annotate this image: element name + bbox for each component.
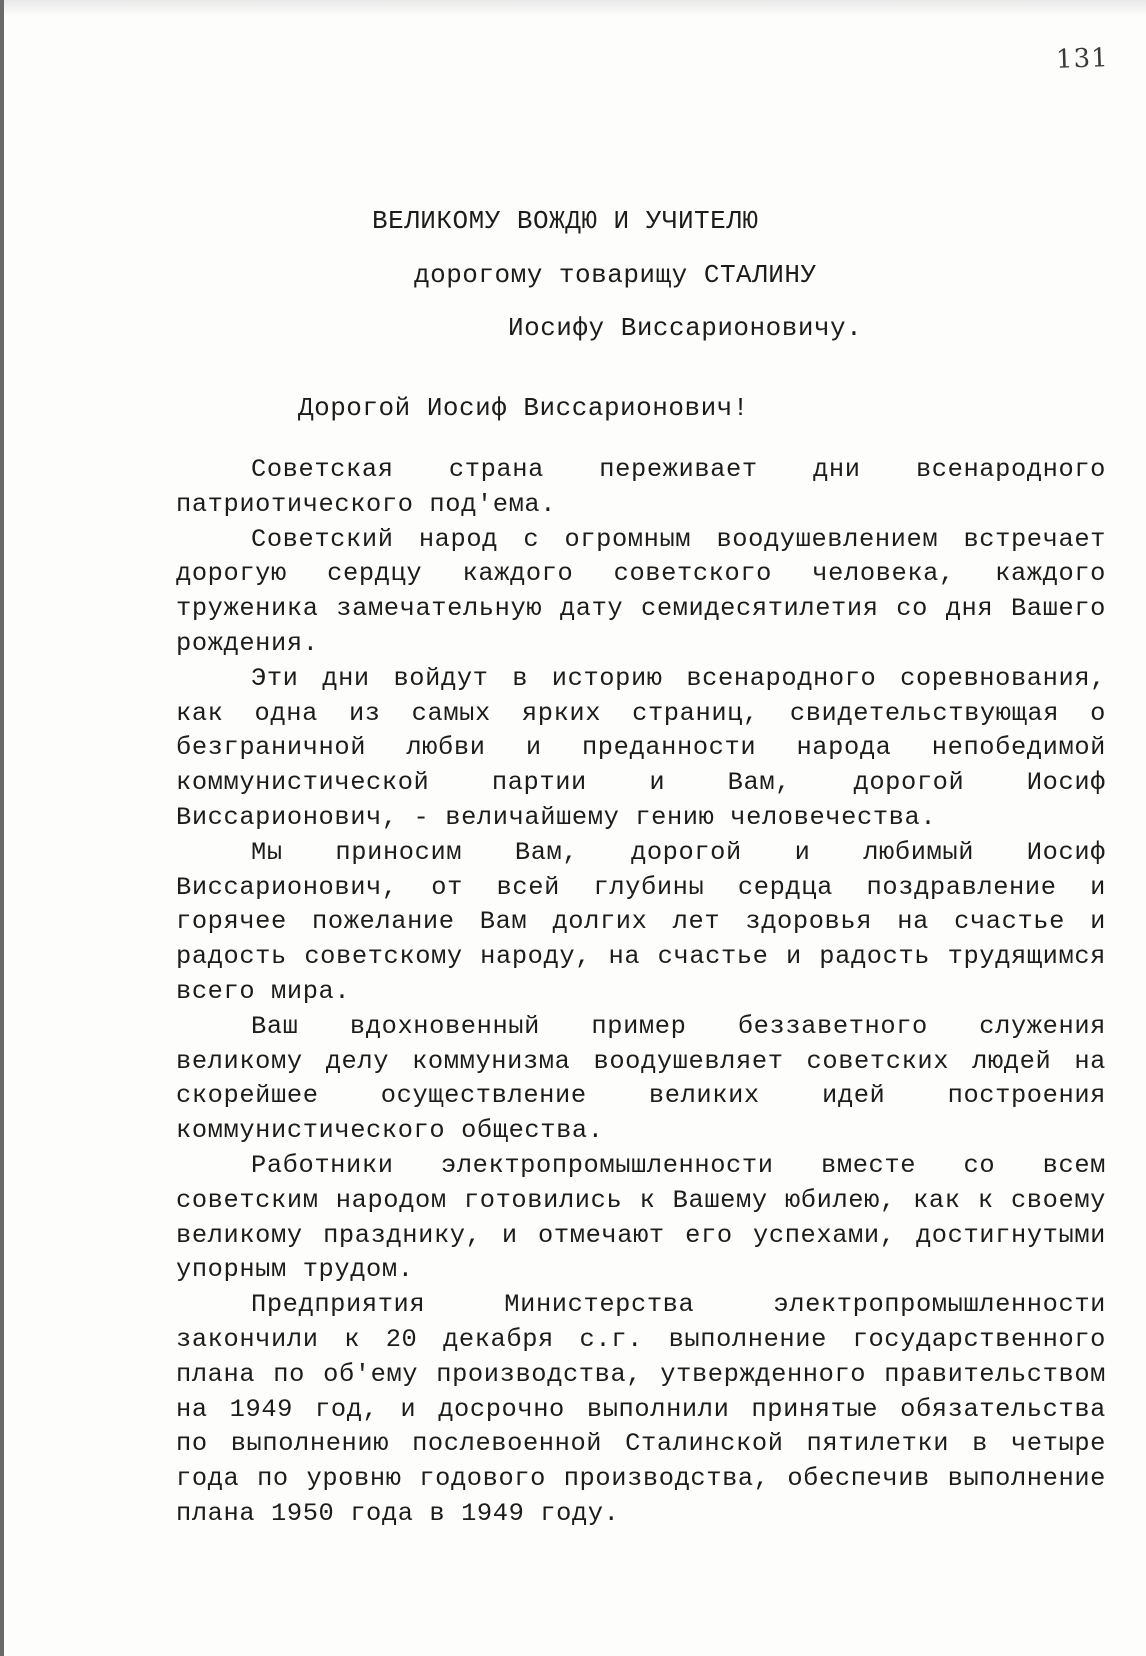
address-line-3: Иосифу Виссарионовичу.	[508, 313, 863, 343]
paragraph-4: Мы приносим Вам, дорогой и любимый Иосиф Виссарионович, от всей глубины сердца поздравление и горячее пожелание Вам долгих лет здоровья на счастье и радость советскому народу, на счастье и радость трудящимся всего мира.	[176, 837, 1106, 1006]
address-line-2: дорогому товарищу СТАЛИНУ	[414, 260, 817, 290]
letter-body	[176, 453, 1106, 1532]
salutation: Дорогой Иосиф Виссарионович!	[298, 393, 749, 423]
paragraph-6: Работники электропромышленности вместе со всем советским народом готовились к Вашему юбилею, как к своему великому празднику, и отмечают его успехами, достигнутыми упорным трудом.	[176, 1150, 1106, 1285]
address-line-1: ВЕЛИКОМУ ВОЖДЮ И УЧИТЕЛЮ	[372, 206, 759, 236]
paragraph-3: Эти дни войдут в историю всенародного соревнования, как одна из самых ярких страниц, свидетельствующая о безграничной любви и преданности народа непобедимой коммунистической партии и Вам, дорогой Иосиф Виссарионович, - величайшему гению человечества.	[176, 663, 1106, 832]
page-number: 131	[1055, 43, 1110, 75]
paragraph-1: Советская страна переживает дни всенародного патриотического под'ема.	[176, 455, 1106, 519]
paragraph-2: Советский народ с огромным воодушевлением встречает дорогую сердцу каждого советского человека, каждого труженика замечательную дату семидесятилетия со дня Вашего рождения.	[176, 524, 1106, 658]
scan-edge-left	[0, 0, 4, 1656]
scan-edge-top	[0, 0, 1146, 16]
paragraph-7: Предприятия Министерства электропромышленности закончили к 20 декабря с.г. выполнение государственного плана по об'ему производства, утвержденного правительством на 1949 год, и досрочно выполнили принятые обязательства по выполнению послевоенной Сталинской пятилетки в четыре года по уровню годового производства, обеспечив выполнение плана 1950 года в 1949 году.	[176, 1290, 1106, 1528]
paragraph-5: Ваш вдохновенный пример беззаветного служения великому делу коммунизма воодушевляет советских людей на скорейшее осуществление великих идей построения коммунистического общества.	[176, 1011, 1106, 1146]
